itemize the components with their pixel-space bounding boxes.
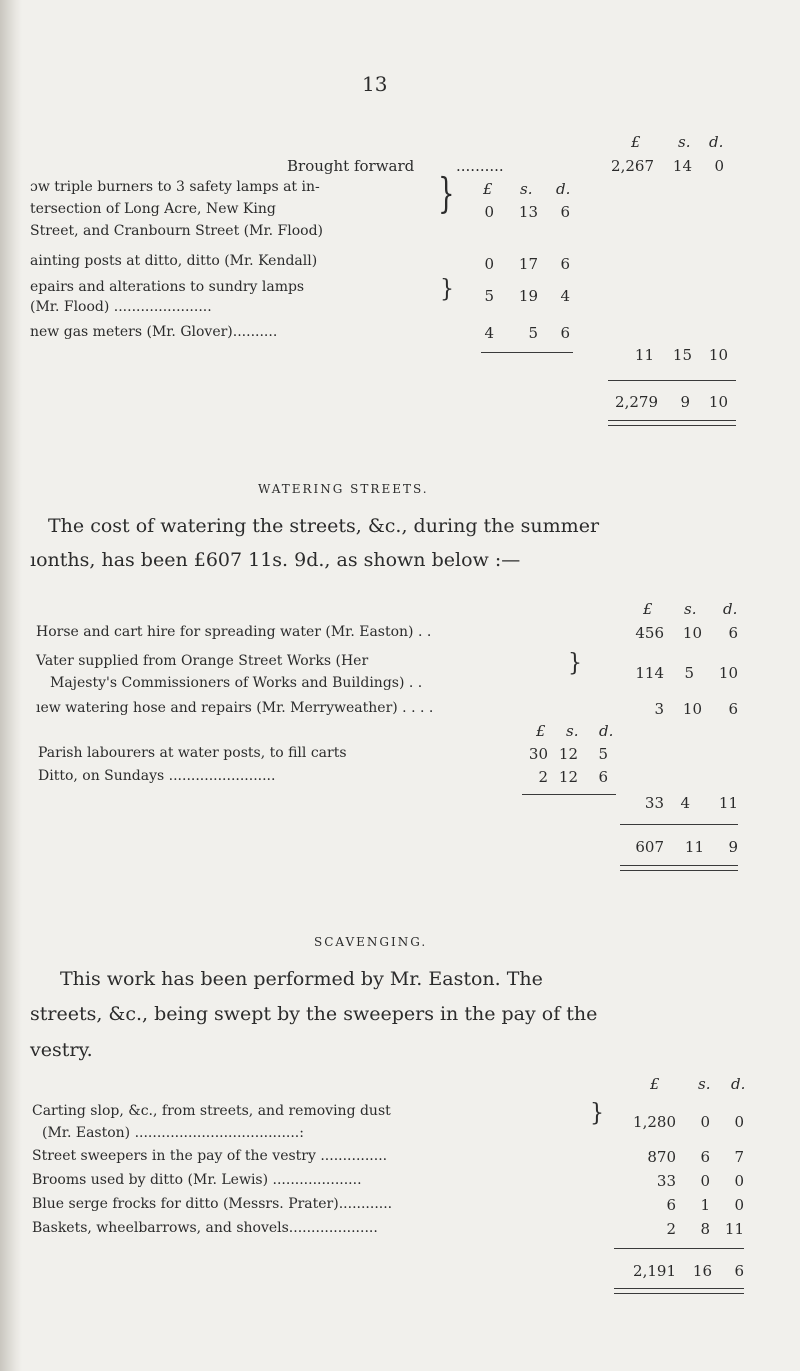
column-header-shillings: s. <box>678 133 691 151</box>
section-heading: WATERING STREETS. <box>258 482 429 496</box>
leader-dots: .......... <box>456 157 504 175</box>
column-header-shillings: s. <box>698 1075 711 1093</box>
line-item-label: ıew watering hose and repairs (Mr. Merryweather) . . . . <box>36 700 434 716</box>
amount-pounds: 2 <box>538 768 548 786</box>
amount-shillings: 5 <box>684 664 694 682</box>
paragraph-line: This work has been performed by Mr. Easton. The <box>60 968 543 990</box>
total-rule <box>620 824 738 825</box>
amount-shillings: 6 <box>700 1148 710 1166</box>
total-pence: 10 <box>708 393 728 411</box>
subtotal-rule <box>522 794 616 795</box>
column-header-shillings: s. <box>684 600 697 618</box>
paragraph-line: vestry. <box>30 1039 93 1061</box>
brace: } <box>438 170 455 219</box>
page-edge-shadow <box>0 0 22 1371</box>
total-pounds: 2,191 <box>633 1262 676 1280</box>
total-shillings: 11 <box>684 838 704 856</box>
amount-pence: 6 <box>598 768 608 786</box>
amount-pence: 0 <box>734 1172 744 1190</box>
line-item-label: Horse and cart hire for spreading water (Mr. Easton) . . <box>36 624 432 640</box>
subtotal-pence: 10 <box>708 346 728 364</box>
column-header-pounds: £ <box>650 1075 660 1093</box>
line-item-label: Vater supplied from Orange Street Works (Her <box>36 653 369 669</box>
amount-pounds: 33 <box>656 1172 676 1190</box>
amount-pence: 6 <box>728 624 738 642</box>
total-pounds: 2,279 <box>615 393 658 411</box>
inner-header-pounds: £ <box>483 180 493 198</box>
amount-shillings: 10 <box>682 624 702 642</box>
amount-pounds: 30 <box>528 745 548 763</box>
line-item-label: ainting posts at ditto, ditto (Mr. Kendall) <box>30 253 318 269</box>
amount-shillings: 13 <box>518 203 538 221</box>
amount-pence: 6 <box>560 255 570 273</box>
total-double-rule <box>608 420 736 426</box>
brace: } <box>440 275 454 304</box>
amount-pence: 10 <box>718 664 738 682</box>
amount-pounds: 870 <box>647 1148 676 1166</box>
brought-forward-pence: 0 <box>714 157 724 175</box>
amount-pounds: 6 <box>666 1196 676 1214</box>
total-rule <box>608 380 736 381</box>
amount-pence: 11 <box>724 1220 744 1238</box>
column-header-pence: d. <box>709 133 724 151</box>
column-header-pounds: £ <box>643 600 653 618</box>
paragraph-line: streets, &c., being swept by the sweepers in the pay of the <box>30 1003 598 1025</box>
total-double-rule <box>620 865 738 871</box>
amount-pence: 6 <box>728 700 738 718</box>
paragraph-line: ıonths, has been £607 11s. 9d., as shown below :— <box>30 549 521 571</box>
amount-shillings: 19 <box>518 287 538 305</box>
line-item-label: Street sweepers in the pay of the vestry ............... <box>32 1148 388 1164</box>
line-item-label: ɔw triple burners to 3 safety lamps at in- <box>30 179 320 195</box>
total-pence: 6 <box>734 1262 744 1280</box>
subtotal-rule <box>481 352 573 353</box>
inner-header-shillings: s. <box>520 180 533 198</box>
line-item-label: new gas meters (Mr. Glover).......... <box>30 324 278 340</box>
line-item-label: Brooms used by ditto (Mr. Lewis) .................... <box>32 1172 362 1188</box>
amount-pence: 6 <box>560 203 570 221</box>
total-pence: 9 <box>728 838 738 856</box>
column-header-pence: d. <box>731 1075 746 1093</box>
amount-shillings: 17 <box>518 255 538 273</box>
column-header-pence: d. <box>723 600 738 618</box>
subtotal-shillings: 15 <box>672 346 692 364</box>
line-item-label: (Mr. Easton) .....................................: <box>42 1125 304 1141</box>
amount-pounds: 0 <box>484 203 494 221</box>
amount-pence: 4 <box>560 287 570 305</box>
inner-header-pence: d. <box>556 180 571 198</box>
line-item-label: Parish labourers at water posts, to fill carts <box>38 745 347 761</box>
paragraph-line: The cost of watering the streets, &c., during the summer <box>48 515 600 537</box>
subtotal-pence: 11 <box>718 794 738 812</box>
amount-pounds: 4 <box>484 324 494 342</box>
amount-shillings: 1 <box>700 1196 710 1214</box>
brace: } <box>568 649 582 678</box>
amount-pence: 6 <box>560 324 570 342</box>
subtotal-pounds: 33 <box>644 794 664 812</box>
amount-pence: 0 <box>734 1113 744 1131</box>
line-item-label: Street, and Cranbourn Street (Mr. Flood) <box>30 223 323 239</box>
total-double-rule <box>614 1288 744 1294</box>
amount-pence: 7 <box>734 1148 744 1166</box>
line-item-label: Majesty's Commissioners of Works and Buildings) . . <box>50 675 423 691</box>
amount-pounds: 1,280 <box>633 1113 676 1131</box>
inner-header-pence: d. <box>599 722 614 740</box>
amount-shillings: 10 <box>682 700 702 718</box>
page-number: 13 <box>362 72 388 96</box>
amount-shillings: 12 <box>558 745 578 763</box>
amount-pounds: 114 <box>635 664 664 682</box>
line-item-label: Carting slop, &c., from streets, and removing dust <box>32 1103 391 1119</box>
amount-pence: 0 <box>734 1196 744 1214</box>
total-pounds: 607 <box>635 838 664 856</box>
amount-pounds: 0 <box>484 255 494 273</box>
line-item-label: Baskets, wheelbarrows, and shovels.................... <box>32 1220 378 1236</box>
amount-shillings: 0 <box>700 1113 710 1131</box>
amount-pounds: 2 <box>666 1220 676 1238</box>
subtotal-pounds: 11 <box>634 346 654 364</box>
line-item-label: tersection of Long Acre, New King <box>30 201 276 217</box>
amount-pounds: 5 <box>484 287 494 305</box>
subtotal-shillings: 4 <box>680 794 690 812</box>
brought-forward-shillings: 14 <box>672 157 692 175</box>
total-shillings: 16 <box>692 1262 712 1280</box>
section-heading: SCAVENGING. <box>314 935 428 949</box>
amount-shillings: 12 <box>558 768 578 786</box>
line-item-label: Ditto, on Sundays ........................ <box>38 768 276 784</box>
line-item-label: epairs and alterations to sundry lamps <box>30 279 305 295</box>
amount-shillings: 0 <box>700 1172 710 1190</box>
total-shillings: 9 <box>680 393 690 411</box>
amount-pounds: 456 <box>635 624 664 642</box>
inner-header-pounds: £ <box>536 722 546 740</box>
amount-pence: 5 <box>598 745 608 763</box>
line-item-label: (Mr. Flood) ...................... <box>30 299 212 315</box>
amount-shillings: 8 <box>700 1220 710 1238</box>
amount-shillings: 5 <box>528 324 538 342</box>
brought-forward-label: Brought forward <box>287 157 415 175</box>
column-header-pounds: £ <box>631 133 641 151</box>
amount-pounds: 3 <box>654 700 664 718</box>
total-rule <box>614 1248 744 1249</box>
line-item-label: Blue serge frocks for ditto (Messrs. Prater)............ <box>32 1196 393 1212</box>
inner-header-shillings: s. <box>566 722 579 740</box>
brace: } <box>590 1099 604 1128</box>
brought-forward-pounds: 2,267 <box>611 157 654 175</box>
